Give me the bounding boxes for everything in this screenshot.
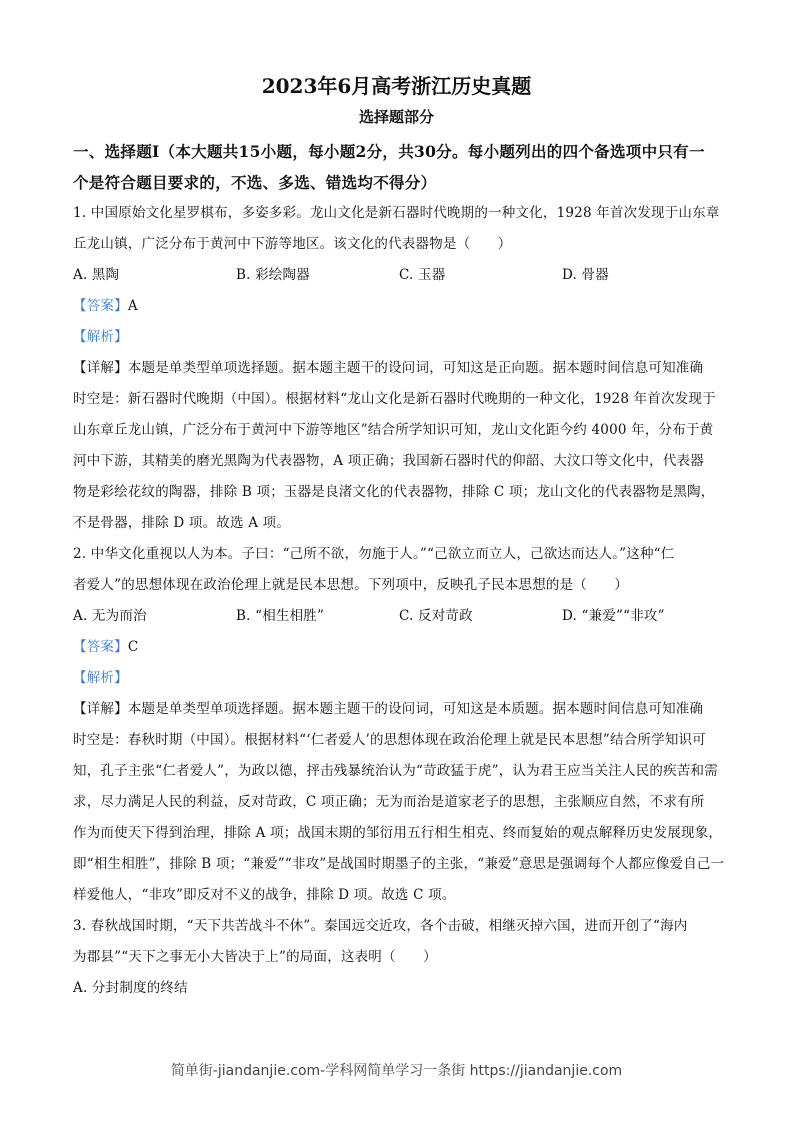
option: C. 反对苛政 xyxy=(399,608,473,624)
option: D. 骨器 xyxy=(562,267,609,283)
detail-text: 本题是单类型单项选择题。据本题主题干的设问词，可知这是正向题。据本题时间信息可知准确 xyxy=(127,360,704,376)
section-heading: 一、选择题Ⅰ（本大题共15小题，每小题2分，共30分。每小题列出的四个备选项中只有一 xyxy=(73,142,705,161)
option: B. “相生相胜” xyxy=(236,608,325,624)
option: A. 分封制度的终结 xyxy=(73,980,188,996)
footer-watermark: 简单街-jiandanjie.com-学科网简单学习一条街 https://jiandanjie.com xyxy=(170,1063,623,1079)
option: B. 彩绘陶器 xyxy=(236,267,310,283)
answer-line xyxy=(73,291,735,322)
detail-line xyxy=(73,353,735,384)
question-stem: 1. 中国原始文化星罗棋布，多姿多彩。龙山文化是新石器时代晚期的一种文化，1928 年首次发现于山东章 xyxy=(73,205,720,221)
option: D. “兼爱”“非攻” xyxy=(562,608,665,624)
detail-line xyxy=(73,694,735,725)
detail-line xyxy=(73,477,735,508)
option: A. 黑陶 xyxy=(73,267,120,283)
answer-line xyxy=(73,632,735,663)
detail-line xyxy=(73,787,735,818)
question-stem: 3. 春秋战国时期，“天下共苦战斗不休”。秦国远交近攻，各个击破，相继灭掉六国，进而开创了“海内 xyxy=(73,918,688,934)
question-stem: 丘龙山镇，广泛分布于黄河中下游等地区。该文化的代表器物是（ ） xyxy=(73,236,512,252)
options-row xyxy=(73,260,735,291)
analysis-tag: 【解析】 xyxy=(73,670,128,686)
answer-tag: 【答案】 xyxy=(73,639,128,655)
question-stem: 2. 中华文化重视以人为本。子曰：“己所不欲，勿施于人。”“己欲立而立人，己欲达而达人。”这种“仁 xyxy=(73,546,675,562)
analysis-line xyxy=(73,322,735,353)
detail-line xyxy=(73,508,735,539)
detail-line xyxy=(73,725,735,756)
detail-tag: 【详解】 xyxy=(73,701,128,717)
answer-value: A xyxy=(127,298,138,314)
document-body xyxy=(73,136,735,1004)
section-heading: 个是符合题目要求的，不选、多选、错选均不得分） xyxy=(73,173,437,192)
option: C. 玉器 xyxy=(399,267,446,283)
question-stem: 为郡县”“天下之事无小大皆决于上”的局面，这表明（ ） xyxy=(73,949,437,965)
detail-line xyxy=(73,818,735,849)
detail-text: 样爱他人，“非攻”即反对不义的战争，排除 D 项。故选 C 项。 xyxy=(73,887,456,903)
detail-line xyxy=(73,384,735,415)
section-subtitle: 选择题部分 xyxy=(358,108,434,126)
detail-line xyxy=(73,415,735,446)
detail-text: 山东章丘龙山镇，广泛分布于黄河中下游等地区”结合所学知识可知，龙山文化距今约 4000 年，分布于黄 xyxy=(73,422,714,438)
detail-text: 不是骨器，排除 D 项。故选 A 项。 xyxy=(73,515,291,531)
document-title: 2023年6月高考浙江历史真题 xyxy=(261,74,532,98)
detail-text: 知，孔子主张“仁者爱人”，为政以德，抨击残暴统治认为“苛政猛于虎”，认为君王应当关注人民的疾苦和需 xyxy=(73,763,718,779)
question-stem: 者爱人”的思想体现在政治伦理上就是民本思想。下列项中，反映孔子民本思想的是（ ） xyxy=(73,577,629,593)
detail-line xyxy=(73,756,735,787)
detail-text: 物是彩绘花纹的陶器，排除 B 项；玉器是良渚文化的代表器物，排除 C 项；龙山文化的代表器物是黑陶， xyxy=(73,484,715,500)
detail-text: 时空是：春秋时期（中国）。根据材料“‘仁者爱人’的思想体现在政治伦理上就是民本思想”结合所学知识可 xyxy=(73,732,706,748)
detail-text: 作为而使天下得到治理，排除 A 项；战国末期的邹衍用五行相生相克、终而复始的观点解释历史发展现象， xyxy=(73,825,723,841)
detail-tag: 【详解】 xyxy=(73,360,128,376)
detail-line xyxy=(73,446,735,477)
detail-text: 求，尽力满足人民的利益，反对苛政，C 项正确；无为而治是道家老子的思想，主张顺应自然，不求有所 xyxy=(73,794,705,810)
analysis-line xyxy=(73,663,735,694)
options-row xyxy=(73,601,735,632)
analysis-tag: 【解析】 xyxy=(73,329,128,345)
detail-text: 本题是单类型单项选择题。据本题主题干的设问词，可知这是本质题。据本题时间信息可知准确 xyxy=(127,701,704,717)
detail-text: 即“相生相胜”，排除 B 项；“兼爱”“非攻”是战国时期墨子的主张，“兼爱”意思是强调每个人都应像爱自己一 xyxy=(73,856,725,872)
options-row xyxy=(73,973,735,1004)
answer-tag: 【答案】 xyxy=(73,298,128,314)
answer-value: C xyxy=(127,639,139,655)
detail-text: 时空是：新石器时代晚期（中国）。根据材料“龙山文化是新石器时代晚期的一种文化，1928 年首次发现于 xyxy=(73,391,716,407)
detail-line xyxy=(73,849,735,880)
detail-text: 河中下游，其精美的磨光黑陶为代表器物，A 项正确；我国新石器时代的仰韶、大汶口等文化中，代表器 xyxy=(73,453,704,469)
option: A. 无为而治 xyxy=(73,608,147,624)
detail-line xyxy=(73,880,735,911)
